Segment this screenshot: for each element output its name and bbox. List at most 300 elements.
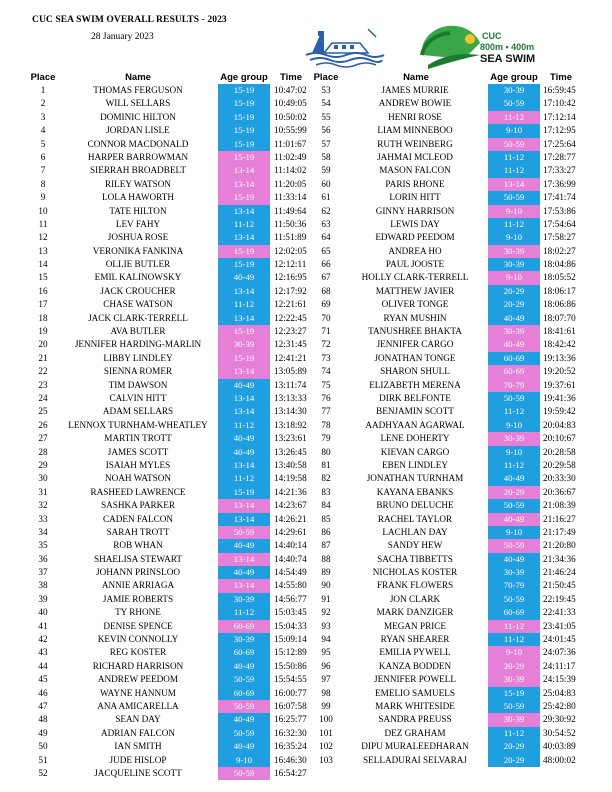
place-cell: 2 (40, 98, 46, 109)
age-group-cell: 9-10 (488, 231, 540, 244)
name-cell: TIM DAWSON (108, 379, 168, 390)
result-row (27, 285, 312, 298)
age-group-cell: 15-19 (218, 151, 270, 164)
name-cell: LENNOX TURNHAM-WHEATLEY (68, 419, 208, 430)
result-row (27, 526, 312, 539)
name-cell: ANDREW PEEDOM (97, 674, 179, 685)
result-row (27, 646, 312, 659)
name-cell: JON CLARK (389, 593, 441, 604)
name-cell: ROB WHAN (113, 540, 163, 551)
name-cell: LEWIS DAY (390, 218, 440, 229)
place-cell: 46 (38, 687, 48, 698)
time-cell: 11:51:89 (274, 232, 307, 243)
place-cell: 74 (321, 366, 331, 377)
place-cell: 16 (38, 285, 48, 296)
age-group-cell: 40-49 (218, 271, 270, 284)
time-cell: 17:54:64 (543, 218, 576, 229)
time-cell: 15:12:89 (274, 647, 307, 658)
place-cell: 68 (321, 285, 331, 296)
place-cell: 14 (38, 259, 48, 270)
name-cell: ANA AMICARELLA (97, 700, 179, 711)
age-group-cell: 9-10 (488, 526, 540, 539)
result-row (311, 84, 581, 97)
age-group-cell: 13-14 (218, 285, 270, 298)
place-cell: 18 (38, 312, 48, 323)
age-group-cell: 15-19 (218, 245, 270, 258)
time-cell: 16:25:77 (274, 714, 307, 725)
name-cell: SACHA TIBBETTS (377, 553, 453, 564)
name-cell: KAYANA EBANKS (376, 486, 454, 497)
result-row (27, 218, 312, 231)
result-row (27, 539, 312, 552)
name-cell: HENRI ROSE (388, 111, 442, 122)
name-cell: JENNIFER POWELL (374, 674, 456, 685)
time-cell: 15:03:45 (274, 607, 307, 618)
time-cell: 14:26:21 (274, 513, 307, 524)
result-row (27, 379, 312, 392)
age-group-cell: 60-69 (218, 620, 270, 633)
name-cell: JENNIFER HARDING-MARLIN (74, 339, 202, 350)
time-cell: 40:03:89 (543, 741, 576, 752)
age-group-cell: 30-39 (488, 673, 540, 686)
place-cell: 84 (321, 500, 331, 511)
time-cell: 12:12:11 (274, 259, 307, 270)
age-group-cell: 13-14 (218, 164, 270, 177)
place-cell: 75 (321, 379, 331, 390)
age-group-cell: 50-59 (218, 767, 270, 780)
age-group-cell: 70-79 (488, 379, 540, 392)
name-cell: MATTHEW JAVIER (375, 285, 455, 296)
place-cell: 8 (40, 178, 46, 189)
lighthouse-logo (302, 25, 386, 69)
time-cell: 17:10:42 (543, 98, 576, 109)
place-cell: 32 (38, 500, 48, 511)
result-row (311, 271, 581, 284)
name-cell: SASHKA PARKER (101, 500, 175, 511)
time-cell: 13:05:89 (274, 366, 307, 377)
age-group-cell: 20-29 (488, 660, 540, 673)
time-cell: 13:14:30 (274, 406, 307, 417)
name-cell: KEVIN CONNOLLY (97, 634, 179, 645)
place-cell: 76 (321, 392, 331, 403)
place-cell: 66 (321, 259, 331, 270)
result-row (27, 298, 312, 311)
name-cell: ELIZABETH MERENA (369, 379, 461, 390)
result-row (27, 513, 312, 526)
place-cell: 57 (321, 138, 331, 149)
age-group-cell: 30-39 (488, 566, 540, 579)
age-group-cell: 15-19 (218, 84, 270, 97)
age-group-cell: 9-10 (488, 271, 540, 284)
place-cell: 90 (321, 580, 331, 591)
age-group-cell: 13-14 (218, 312, 270, 325)
name-cell: JENNIFER CARGO (376, 339, 454, 350)
time-cell: 11:33:14 (274, 192, 307, 203)
time-cell: 14:21:36 (274, 486, 307, 497)
time-cell: 16:35:24 (274, 741, 307, 752)
name-cell: RASHEED LAWRENCE (90, 486, 186, 497)
result-row (311, 124, 581, 137)
age-group-cell: 13-14 (218, 231, 270, 244)
place-cell: 86 (321, 526, 331, 537)
name-cell: DIRK BELFONTE (379, 392, 451, 403)
place-cell: 82 (321, 473, 331, 484)
result-row (27, 138, 312, 151)
place-cell: 38 (38, 580, 48, 591)
name-cell: SIENNA ROMER (103, 366, 173, 377)
place-cell: 80 (321, 446, 331, 457)
age-group-cell: 20-29 (488, 486, 540, 499)
time-cell: 21:16:27 (543, 513, 576, 524)
name-cell: BRUNO DELUCHE (376, 500, 454, 511)
age-group-cell: 11-12 (218, 472, 270, 485)
age-group-cell: 9-10 (488, 205, 540, 218)
time-cell: 16:07:58 (274, 700, 307, 711)
time-cell: 48:00:02 (543, 754, 576, 765)
place-cell: 42 (38, 634, 48, 645)
place-cell: 37 (38, 567, 48, 578)
result-row (27, 205, 312, 218)
place-cell: 73 (321, 352, 331, 363)
age-group-cell: 11-12 (218, 298, 270, 311)
result-row (311, 499, 581, 512)
place-cell: 78 (321, 419, 331, 430)
result-row (27, 620, 312, 633)
age-group-cell: 50-59 (488, 593, 540, 606)
age-group-cell: 50-59 (488, 539, 540, 552)
result-row (27, 352, 312, 365)
name-cell: OLIVER TONGE (381, 299, 449, 310)
result-row (311, 231, 581, 244)
header-place: Place (313, 72, 339, 83)
name-cell: RICHARD HARRISON (92, 660, 184, 671)
age-group-cell: 15-19 (218, 352, 270, 365)
logo-text-distances: 800m • 400m (480, 42, 535, 52)
time-cell: 20:28:58 (543, 446, 576, 457)
time-cell: 12:21:61 (274, 299, 307, 310)
age-group-cell: 13-14 (218, 178, 270, 191)
place-cell: 71 (321, 326, 331, 337)
time-cell: 18:02:27 (543, 245, 576, 256)
age-group-cell: 30-39 (488, 432, 540, 445)
result-row (311, 405, 581, 418)
name-cell: LEV FAHY (115, 218, 161, 229)
age-group-cell: 11-12 (488, 151, 540, 164)
header-time: Time (549, 72, 572, 83)
place-cell: 34 (38, 526, 48, 537)
time-cell: 11:49:64 (274, 205, 307, 216)
age-group-cell: 20-29 (488, 754, 540, 767)
age-group-cell: 9-10 (218, 754, 270, 767)
time-cell: 11:02:49 (274, 151, 307, 162)
name-cell: EMIL KALINOWSKY (94, 272, 182, 283)
name-cell: CONNOR MACDONALD (87, 138, 189, 149)
place-cell: 98 (321, 687, 331, 698)
name-cell: MARK WHITESIDE (375, 700, 455, 711)
time-cell: 14:23:67 (274, 500, 307, 511)
name-cell: HOLLY CLARK-TERRELL (361, 272, 469, 283)
name-cell: JOHANN PRINSLOO (96, 567, 180, 578)
time-cell: 14:55:80 (274, 580, 307, 591)
name-cell: JOSHUA ROSE (107, 232, 169, 243)
time-cell: 22:41:33 (543, 607, 576, 618)
name-cell: RUTH WEINBERG (377, 138, 453, 149)
age-group-cell: 50-59 (218, 673, 270, 686)
age-group-cell: 30-39 (488, 325, 540, 338)
place-cell: 62 (321, 205, 331, 216)
age-group-cell: 15-19 (218, 97, 270, 110)
name-cell: CHASE WATSON (103, 299, 173, 310)
result-row (27, 593, 312, 606)
name-cell: JAHMAI MCLEOD (377, 151, 453, 162)
name-cell: JONATHAN TONGE (374, 352, 456, 363)
age-group-cell: 9-10 (488, 646, 540, 659)
place-cell: 100 (319, 714, 333, 725)
result-row (311, 700, 581, 713)
time-cell: 14:56:77 (274, 593, 307, 604)
name-cell: WAYNE HANNUM (100, 687, 176, 698)
age-group-cell: 11-12 (218, 218, 270, 231)
place-cell: 58 (321, 151, 331, 162)
result-row (27, 767, 312, 780)
time-cell: 10:55:99 (274, 125, 307, 136)
place-cell: 56 (321, 125, 331, 136)
time-cell: 14:40:14 (274, 540, 307, 551)
age-group-cell: 40-49 (488, 553, 540, 566)
place-cell: 48 (38, 714, 48, 725)
age-group-cell: 11-12 (218, 419, 270, 432)
name-cell: TY RHONE (115, 607, 161, 618)
age-group-cell: 11-12 (218, 606, 270, 619)
name-cell: MARK DANZIGER (376, 607, 454, 618)
logo-text-sea-swim: SEA SWIM (480, 53, 536, 65)
age-group-cell: 11-12 (488, 620, 540, 633)
header-place: Place (30, 72, 56, 83)
age-group-cell: 11-12 (488, 111, 540, 124)
name-cell: JONATHAN TURNHAM (366, 473, 464, 484)
place-cell: 61 (321, 192, 331, 203)
time-cell: 17:58:27 (543, 232, 576, 243)
time-cell: 15:54:55 (274, 674, 307, 685)
result-row (311, 111, 581, 124)
age-group-cell: 13-14 (218, 365, 270, 378)
name-cell: JORDAN LISLE (106, 125, 170, 136)
place-cell: 92 (321, 607, 331, 618)
age-group-cell: 15-19 (218, 258, 270, 271)
age-group-cell: 15-19 (218, 124, 270, 137)
name-cell: DENISE SPENCE (103, 620, 173, 631)
result-row (27, 231, 312, 244)
result-row (27, 740, 312, 753)
name-cell: LORIN HITT (389, 192, 441, 203)
result-row (27, 660, 312, 673)
place-cell: 60 (321, 178, 331, 189)
age-group-cell: 20-29 (488, 285, 540, 298)
name-cell: JAMIE ROBERTS (102, 593, 174, 604)
result-row (27, 312, 312, 325)
time-cell: 11:14:02 (274, 165, 307, 176)
place-cell: 51 (38, 754, 48, 765)
time-cell: 24:15:39 (543, 674, 576, 685)
result-row (311, 513, 581, 526)
name-cell: MASON FALCON (379, 165, 451, 176)
result-row (311, 539, 581, 552)
result-row (311, 178, 581, 191)
age-group-cell: 40-49 (488, 312, 540, 325)
age-group-cell: 9-10 (488, 419, 540, 432)
result-row (311, 338, 581, 351)
result-row (311, 727, 581, 740)
header-name: Name (403, 72, 429, 83)
result-row (27, 472, 312, 485)
name-cell: JAMES SCOTT (107, 446, 169, 457)
header-time: Time (279, 72, 302, 83)
age-group-cell: 40-49 (488, 513, 540, 526)
result-row (311, 258, 581, 271)
name-cell: REG KOSTER (109, 647, 167, 658)
place-cell: 50 (38, 741, 48, 752)
header-age-group: Age group (490, 72, 538, 83)
time-cell: 18:07:70 (543, 312, 576, 323)
name-cell: CADEN FALCON (102, 513, 173, 524)
age-group-cell: 13-14 (218, 579, 270, 592)
age-group-cell: 60-69 (488, 352, 540, 365)
time-cell: 18:04:86 (543, 259, 576, 270)
result-row (27, 178, 312, 191)
result-row (27, 124, 312, 137)
place-cell: 94 (321, 634, 331, 645)
place-cell: 27 (38, 433, 48, 444)
time-cell: 30:54:52 (543, 727, 576, 738)
name-cell: SANDY HEW (387, 540, 443, 551)
place-cell: 21 (38, 352, 48, 363)
age-group-cell: 60-69 (218, 646, 270, 659)
time-cell: 15:50:86 (274, 660, 307, 671)
name-cell: LACHLAN DAY (382, 526, 448, 537)
result-row (311, 486, 581, 499)
name-cell: THOMAS FERGUSON (93, 85, 183, 95)
time-cell: 22:19:45 (543, 593, 576, 604)
result-row (311, 660, 581, 673)
result-row (311, 472, 581, 485)
result-row (311, 579, 581, 592)
age-group-cell: 40-49 (218, 660, 270, 673)
place-cell: 83 (321, 486, 331, 497)
place-cell: 22 (38, 366, 48, 377)
result-row (27, 673, 312, 686)
age-group-cell: 13-14 (218, 205, 270, 218)
place-cell: 85 (321, 513, 331, 524)
result-row (311, 754, 581, 767)
age-group-cell: 50-59 (488, 97, 540, 110)
name-cell: JACQUELINE SCOTT (94, 767, 182, 778)
result-row (27, 727, 312, 740)
place-cell: 63 (321, 218, 331, 229)
result-row (311, 325, 581, 338)
result-row (27, 245, 312, 258)
place-cell: 67 (321, 272, 331, 283)
name-cell: NICHOLAS KOSTER (372, 567, 458, 578)
place-cell: 15 (38, 272, 48, 283)
age-group-cell: 13-14 (218, 553, 270, 566)
name-cell: RYAN SHEARER (380, 634, 450, 645)
time-cell: 24:01:45 (543, 634, 576, 645)
result-row (311, 285, 581, 298)
age-group-cell: 40-49 (488, 338, 540, 351)
age-group-cell: 50-59 (488, 191, 540, 204)
time-cell: 12:02:05 (274, 245, 307, 256)
place-cell: 12 (38, 232, 48, 243)
name-cell: SARAH TROTT (106, 526, 170, 537)
name-cell: EMELIO SAMUELS (375, 687, 455, 698)
name-cell: VERONIKA FANKINA (92, 245, 184, 256)
place-cell: 69 (321, 299, 331, 310)
place-cell: 93 (321, 620, 331, 631)
result-row (27, 446, 312, 459)
place-cell: 52 (38, 767, 48, 778)
name-cell: JUDE HISLOP (109, 754, 167, 765)
time-cell: 19:59:42 (543, 406, 576, 417)
place-cell: 24 (38, 392, 48, 403)
age-group-cell: 11-12 (488, 727, 540, 740)
time-cell: 24:07:36 (543, 647, 576, 658)
result-row (27, 365, 312, 378)
place-cell: 5 (40, 138, 46, 149)
name-cell: CALVIN HITT (109, 392, 167, 403)
age-group-cell: 50-59 (488, 392, 540, 405)
age-group-cell: 20-29 (488, 740, 540, 753)
age-group-cell: 11-12 (488, 405, 540, 418)
result-row (27, 432, 312, 445)
time-cell: 10:47:02 (274, 85, 307, 95)
place-cell: 87 (321, 540, 331, 551)
result-row (27, 258, 312, 271)
name-cell: AADHYAAN AGARWAL (365, 419, 465, 430)
name-cell: LIAM MINNEBOO (377, 125, 453, 136)
age-group-cell: 40-49 (218, 740, 270, 753)
time-cell: 18:06:86 (543, 299, 576, 310)
time-cell: 20:10:67 (543, 433, 576, 444)
time-cell: 20:29:58 (543, 459, 576, 470)
age-group-cell: 15-19 (218, 486, 270, 499)
place-cell: 47 (38, 700, 48, 711)
time-cell: 14:40:74 (274, 553, 307, 564)
name-cell: WILL SELLARS (105, 98, 171, 109)
result-row (27, 687, 312, 700)
result-row (311, 606, 581, 619)
place-cell: 4 (40, 125, 46, 136)
time-cell: 21:34:36 (543, 553, 576, 564)
name-cell: LIBBY LINDLEY (103, 352, 173, 363)
age-group-cell: 50-59 (218, 700, 270, 713)
name-cell: NOAH WATSON (105, 473, 171, 484)
name-cell: EDWARD PEEDOM (375, 232, 455, 243)
time-cell: 13:40:58 (274, 459, 307, 470)
place-cell: 35 (38, 540, 48, 551)
result-row (311, 673, 581, 686)
time-cell: 13:26:45 (274, 446, 307, 457)
place-cell: 96 (321, 660, 331, 671)
time-cell: 18:06:17 (543, 285, 576, 296)
place-cell: 25 (38, 406, 48, 417)
place-cell: 6 (40, 151, 46, 162)
age-group-cell: 13-14 (218, 459, 270, 472)
time-cell: 15:09:14 (274, 634, 307, 645)
place-cell: 88 (321, 553, 331, 564)
time-cell: 13:11:74 (274, 379, 307, 390)
result-row (27, 405, 312, 418)
time-cell: 20:36:67 (543, 486, 576, 497)
